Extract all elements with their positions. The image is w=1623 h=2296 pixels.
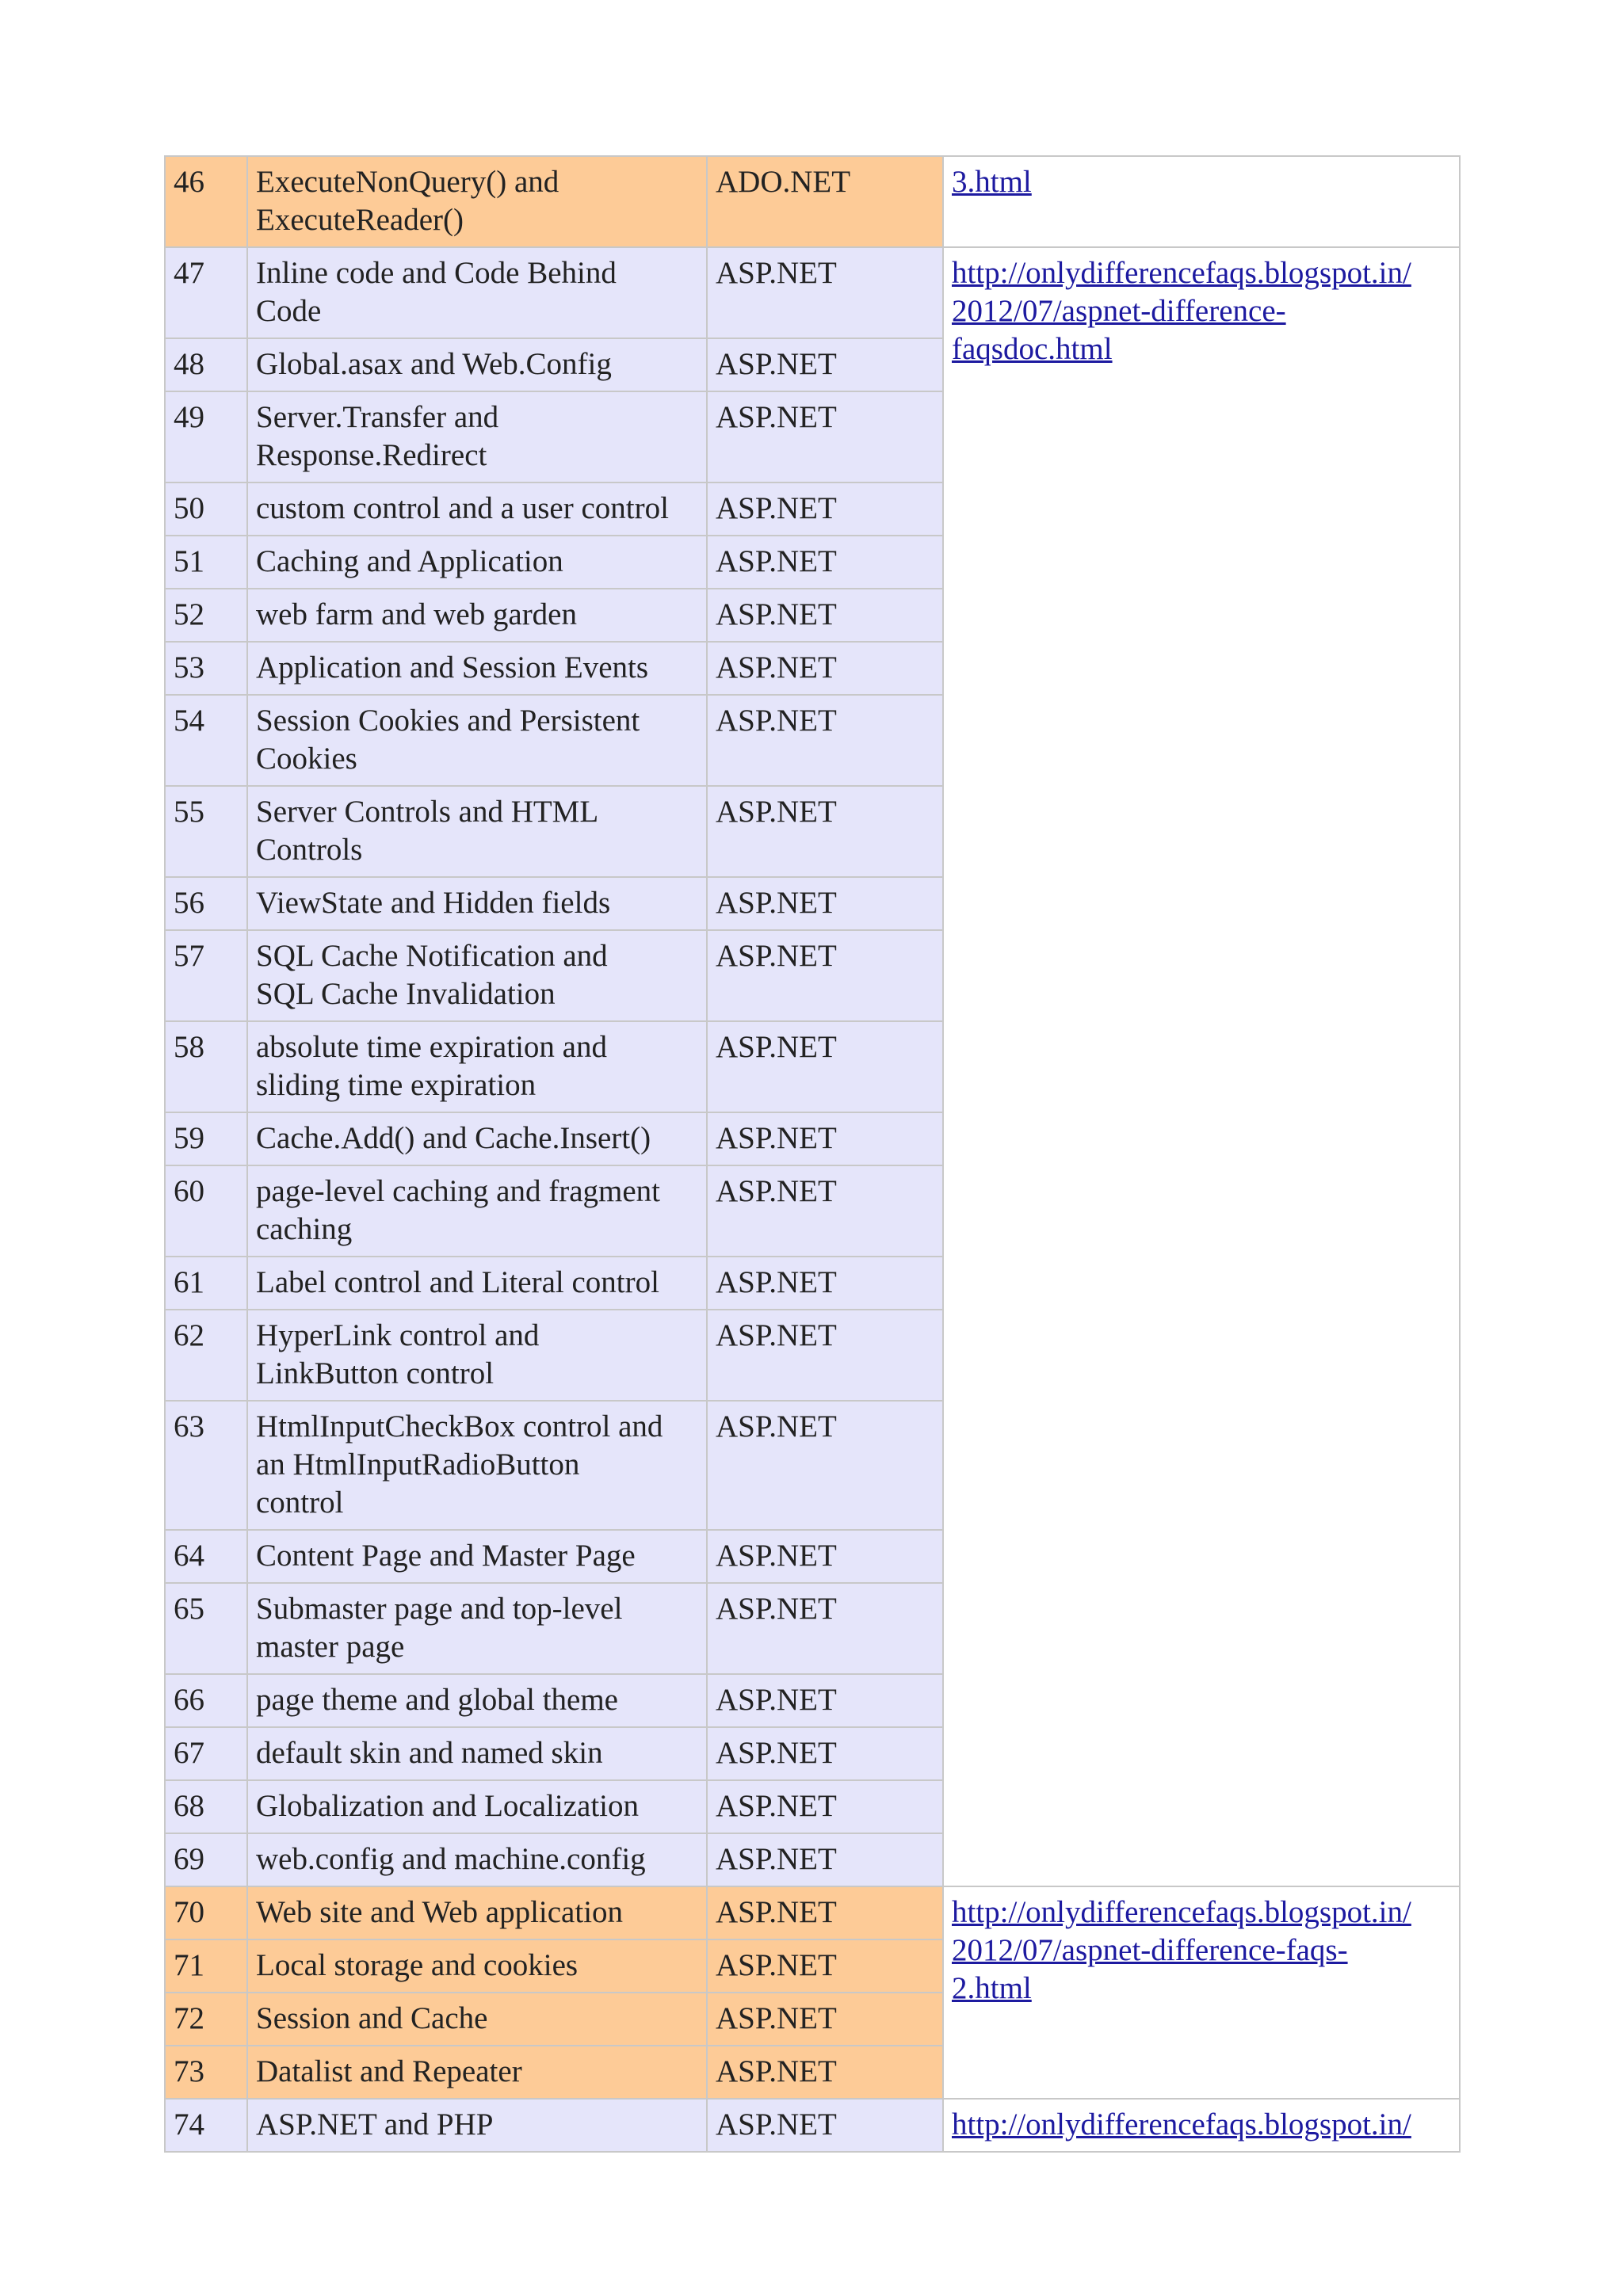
row-topic [247,1780,707,1833]
row-topic [247,2046,707,2099]
reference-link-cell [943,156,1460,247]
row-number: 56 [165,877,247,930]
topic-line: Application and Session Events [256,650,649,685]
row-topic [247,482,707,536]
row-topic [247,1310,707,1401]
row-number: 55 [165,786,247,877]
row-number: 73 [165,2046,247,2099]
topic-line: Server Controls and HTML [256,795,599,829]
row-topic [247,1165,707,1257]
table-row [165,156,1460,247]
row-topic [247,1583,707,1674]
topic-line: ExecuteReader() [256,203,464,237]
row-number: 48 [165,338,247,391]
topic-line: HtmlInputCheckBox control and [256,1409,663,1444]
reference-link[interactable] [952,2106,1451,2144]
row-category: ASP.NET [707,247,943,338]
row-number: 51 [165,536,247,589]
row-number: 68 [165,1780,247,1833]
topic-line: sliding time expiration [256,1068,537,1102]
table-row [165,247,1460,338]
row-category: ASP.NET [707,2099,943,2152]
row-category: ASP.NET [707,1257,943,1310]
row-number: 74 [165,2099,247,2152]
row-category: ASP.NET [707,1530,943,1583]
row-number: 65 [165,1583,247,1674]
row-category: ASP.NET [707,1401,943,1530]
row-topic [247,156,707,247]
row-topic [247,536,707,589]
table-row [165,2099,1460,2152]
difference-faqs-table [164,155,1461,2153]
topic-line: Globalization and Localization [256,1789,639,1823]
row-topic [247,786,707,877]
row-topic [247,338,707,391]
row-category: ADO.NET [707,156,943,247]
row-topic [247,1257,707,1310]
row-number: 70 [165,1886,247,1939]
topic-line: Code [256,294,322,328]
topic-line: Global.asax and Web.Config [256,347,612,381]
row-number: 60 [165,1165,247,1257]
topic-line: Submaster page and top-level [256,1592,623,1626]
row-category: ASP.NET [707,589,943,642]
row-category: ASP.NET [707,1165,943,1257]
topic-line: control [256,1486,344,1520]
row-category: ASP.NET [707,1780,943,1833]
topic-line: Local storage and cookies [256,1948,579,1982]
topic-line: HyperLink control and [256,1318,540,1352]
row-category: ASP.NET [707,1993,943,2046]
row-category: ASP.NET [707,1886,943,1939]
row-topic [247,1401,707,1530]
row-topic [247,1112,707,1165]
row-number: 62 [165,1310,247,1401]
row-number: 49 [165,391,247,482]
row-topic [247,930,707,1021]
link-line: 3.html [952,165,1032,199]
topic-line: master page [256,1630,405,1664]
topic-line: Server.Transfer and [256,400,499,434]
table-row [165,1886,1460,1939]
reference-link[interactable] [952,254,1451,368]
row-number: 50 [165,482,247,536]
row-category: ASP.NET [707,2046,943,2099]
row-topic [247,1833,707,1886]
row-category: ASP.NET [707,695,943,786]
row-number: 61 [165,1257,247,1310]
topic-line: Content Page and Master Page [256,1539,636,1573]
topic-line: Response.Redirect [256,438,487,472]
topic-line: default skin and named skin [256,1736,603,1770]
row-topic [247,247,707,338]
reference-link[interactable] [952,163,1451,201]
row-category: ASP.NET [707,786,943,877]
row-topic [247,877,707,930]
row-number: 64 [165,1530,247,1583]
row-category: ASP.NET [707,1310,943,1401]
row-topic [247,1674,707,1727]
row-category: ASP.NET [707,1583,943,1674]
row-category: ASP.NET [707,1112,943,1165]
row-number: 47 [165,247,247,338]
link-line: http://onlydifferencefaqs.blogspot.in/ [952,256,1411,290]
topic-line: ASP.NET and PHP [256,2107,494,2142]
link-line: http://onlydifferencefaqs.blogspot.in/ [952,2107,1411,2142]
row-category: ASP.NET [707,642,943,695]
row-number: 57 [165,930,247,1021]
row-number: 59 [165,1112,247,1165]
reference-link-cell [943,2099,1460,2152]
row-topic [247,642,707,695]
row-topic [247,1886,707,1939]
row-number: 58 [165,1021,247,1112]
reference-link-cell [943,247,1460,1886]
row-number: 54 [165,695,247,786]
row-number: 52 [165,589,247,642]
row-number: 53 [165,642,247,695]
topic-line: Controls [256,833,363,867]
table-body [165,156,1460,2152]
row-number: 72 [165,1993,247,2046]
reference-link[interactable] [952,1894,1451,2008]
row-topic [247,589,707,642]
topic-line: custom control and a user control [256,491,669,525]
topic-line: Inline code and Code Behind [256,256,617,290]
topic-line: Cookies [256,742,357,776]
topic-line: Session and Cache [256,2001,488,2035]
link-line: 2012/07/aspnet-difference-faqs- [952,1933,1348,1967]
row-category: ASP.NET [707,1939,943,1993]
row-number: 66 [165,1674,247,1727]
topic-line: caching [256,1212,353,1246]
topic-line: web farm and web garden [256,597,577,631]
row-number: 63 [165,1401,247,1530]
row-category: ASP.NET [707,338,943,391]
topic-line: an HtmlInputRadioButton [256,1447,580,1482]
topic-line: Cache.Add() and Cache.Insert() [256,1121,651,1155]
topic-line: Datalist and Repeater [256,2054,522,2088]
row-category: ASP.NET [707,391,943,482]
row-topic [247,695,707,786]
row-topic [247,1021,707,1112]
topic-line: absolute time expiration and [256,1030,607,1064]
row-topic [247,1939,707,1993]
row-category: ASP.NET [707,930,943,1021]
topic-line: SQL Cache Invalidation [256,977,556,1011]
row-topic [247,1530,707,1583]
topic-line: web.config and machine.config [256,1842,646,1876]
topic-line: SQL Cache Notification and [256,939,608,973]
row-topic [247,2099,707,2152]
link-line: 2012/07/aspnet-difference- [952,294,1286,328]
reference-link-cell [943,1886,1460,2099]
row-number: 46 [165,156,247,247]
link-line: 2.html [952,1971,1032,2005]
link-line: http://onlydifferencefaqs.blogspot.in/ [952,1895,1411,1929]
topic-line: page theme and global theme [256,1683,618,1717]
topic-line: Label control and Literal control [256,1265,659,1299]
row-category: ASP.NET [707,1833,943,1886]
row-category: ASP.NET [707,1727,943,1780]
row-category: ASP.NET [707,877,943,930]
topic-line: Session Cookies and Persistent [256,704,640,738]
row-category: ASP.NET [707,536,943,589]
topic-line: ExecuteNonQuery() and [256,165,559,199]
topic-line: page-level caching and fragment [256,1174,660,1208]
row-number: 67 [165,1727,247,1780]
topic-line: Web site and Web application [256,1895,624,1929]
row-category: ASP.NET [707,1021,943,1112]
row-number: 69 [165,1833,247,1886]
topic-line: Caching and Application [256,544,563,578]
row-number: 71 [165,1939,247,1993]
row-topic [247,1993,707,2046]
topic-line: LinkButton control [256,1356,495,1390]
row-category: ASP.NET [707,482,943,536]
link-line: faqsdoc.html [952,332,1113,366]
row-topic [247,1727,707,1780]
topic-line: ViewState and Hidden fields [256,886,611,920]
row-category: ASP.NET [707,1674,943,1727]
row-topic [247,391,707,482]
